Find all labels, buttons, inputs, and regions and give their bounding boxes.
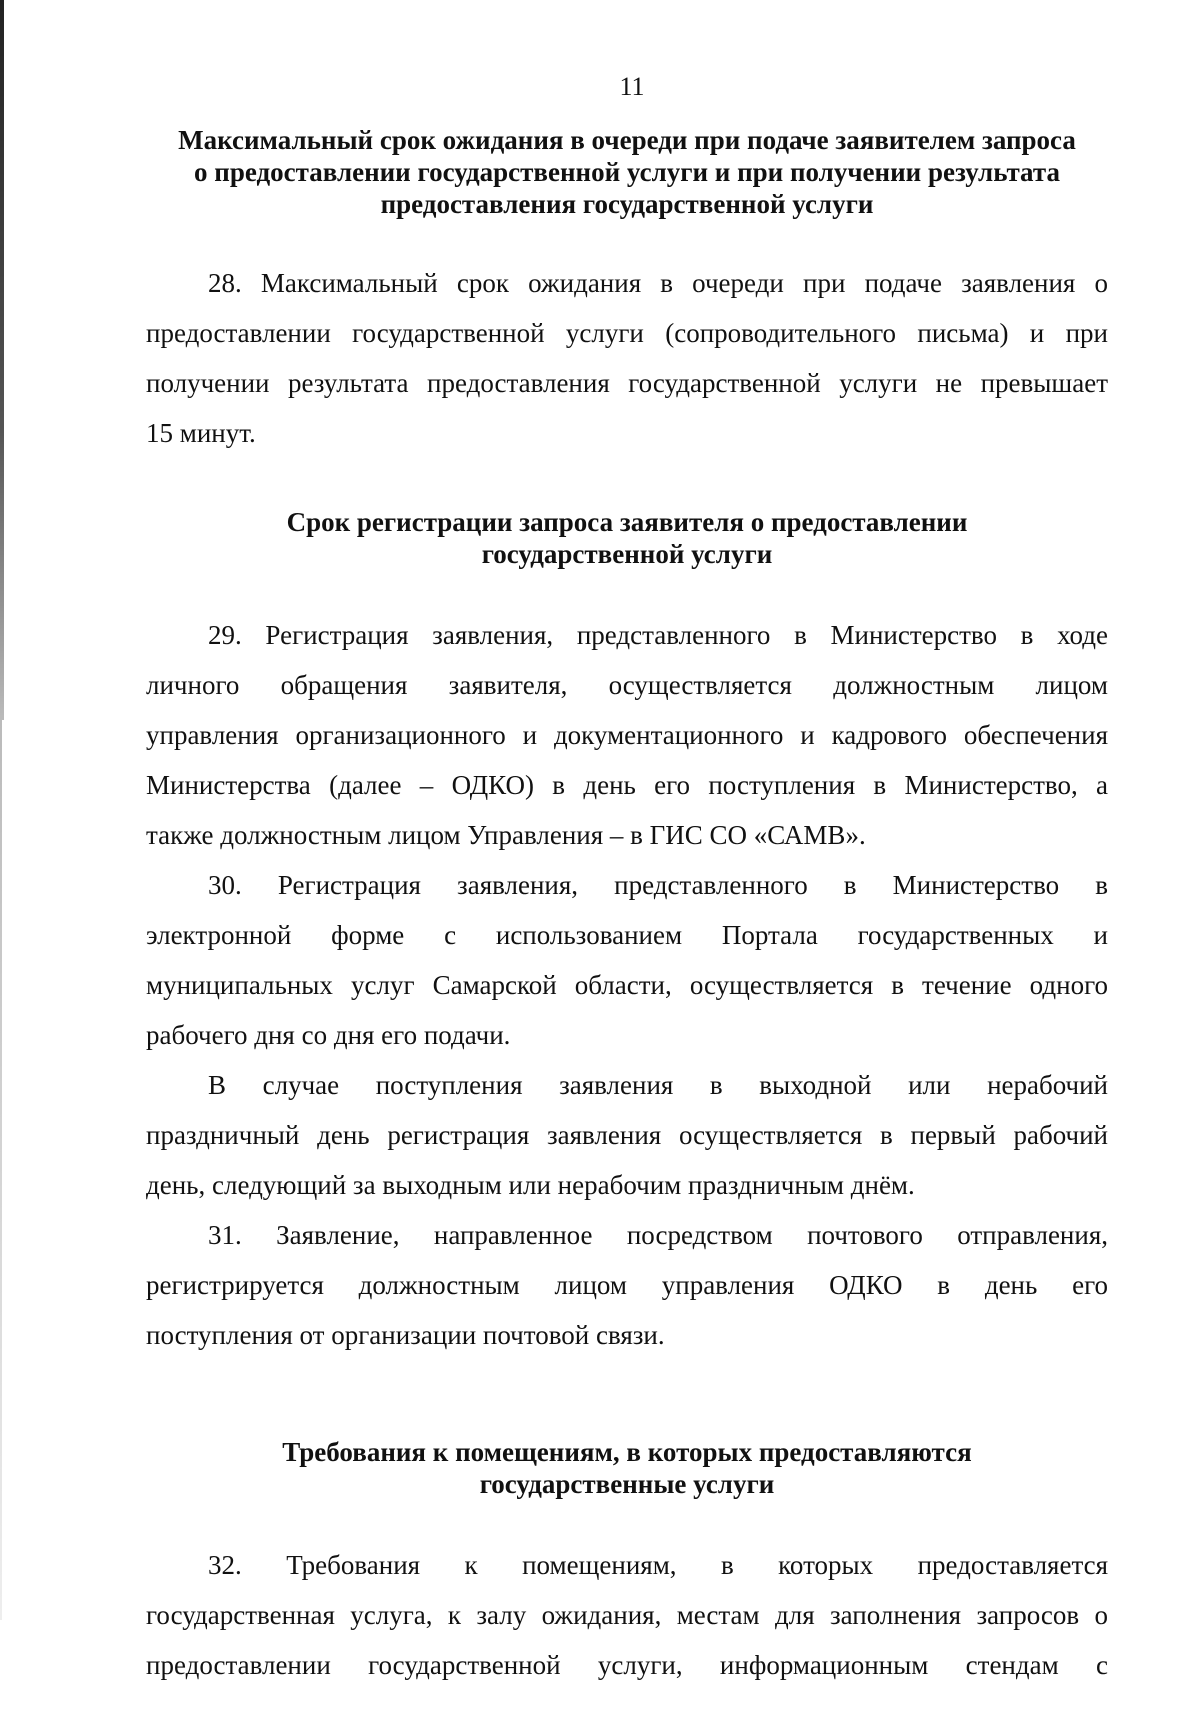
heading-line: государственной услуги [481,539,773,569]
paragraph-line: праздничный день регистрация заявления осуществляется в первый рабочий [146,1120,1108,1150]
heading-line: государственные услуги [479,1469,775,1499]
paragraph-line: управления организационного и документационного и кадрового обеспечения [146,720,1108,750]
paragraph-line: муниципальных услуг Самарской области, осуществляется в течение одного [146,970,1108,1000]
paragraph-line: электронной форме с использованием Портала государственных и [146,920,1108,950]
paragraph-line: 32. Требования к помещениям, в которых предоставляется [208,1550,1108,1580]
paragraph-line: государственная услуга, к залу ожидания, местам для заполнения запросов о [146,1600,1108,1630]
paragraph-30-holidays [146,1060,1108,1210]
paragraph-line: предоставлении государственной услуги (сопроводительного письма) и при [146,318,1108,348]
paragraph-line: предоставлении государственной услуги, информационным стендам с [146,1650,1108,1680]
paragraph-line: 15 минут. [146,418,256,448]
heading-line: Требования к помещениям, в которых предоставляются [282,1437,972,1467]
page-number: 11 [619,72,645,101]
section-heading-registration-term [146,506,1108,570]
heading-line: о предоставлении государственной услуги и при получении результата [194,157,1060,187]
section-heading-premises-requirements [146,1436,1108,1500]
heading-line: предоставления государственной услуги [380,189,874,219]
paragraph-line: также должностным лицом Управления – в ГИС СО «САМВ». [146,820,866,850]
paragraph-line: В случае поступления заявления в выходной или нерабочий [208,1070,1108,1100]
heading-line: Максимальный срок ожидания в очереди при подаче заявителем запроса [178,125,1076,155]
paragraph-line: 29. Регистрация заявления, представленного в Министерство в ходе [208,620,1108,650]
paragraph-line: поступления от организации почтовой связи. [146,1320,665,1350]
scan-edge-shadow-lower [0,720,2,1620]
paragraph-line: личного обращения заявителя, осуществляется должностным лицом [146,670,1108,700]
paragraph-30 [146,860,1108,1060]
paragraph-line: регистрируется должностным лицом управления ОДКО в день его [146,1270,1108,1300]
paragraph-line: 31. Заявление, направленное посредством почтового отправления, [208,1220,1108,1250]
paragraph-28 [146,258,1108,458]
paragraph-line: день, следующий за выходным или нерабочим праздничным днём. [146,1170,915,1200]
paragraph-line: рабочего дня со дня его подачи. [146,1020,511,1050]
paragraph-29 [146,610,1108,860]
document-page [146,72,1108,1690]
paragraph-line: Министерства (далее – ОДКО) в день его поступления в Министерство, а [146,770,1108,800]
section-heading-queue-wait-time [146,124,1108,220]
paragraph-32 [146,1540,1108,1690]
heading-line: Срок регистрации запроса заявителя о предоставлении [286,507,968,537]
paragraph-line: получении результата предоставления государственной услуги не превышает [146,368,1108,398]
paragraph-line: 28. Максимальный срок ожидания в очереди при подаче заявления о [208,268,1108,298]
scan-edge-shadow [0,0,4,720]
paragraph-line: 30. Регистрация заявления, представленного в Министерство в [208,870,1108,900]
paragraph-31 [146,1210,1108,1360]
